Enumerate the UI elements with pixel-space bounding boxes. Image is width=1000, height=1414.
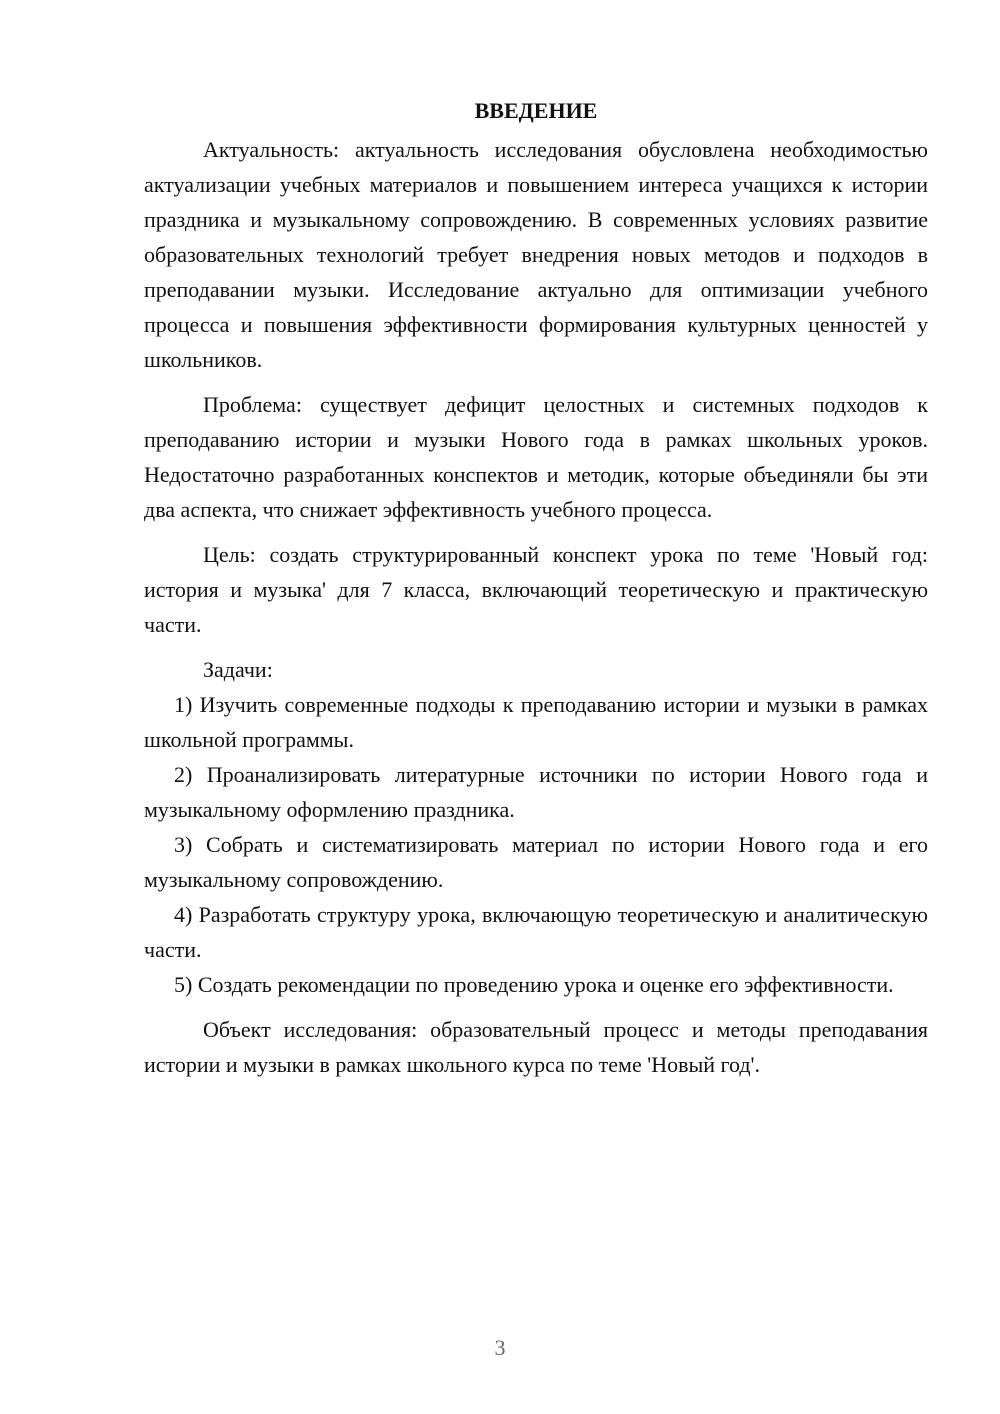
object-paragraph: Объект исследования: образовательный процесс и методы преподавания истории и музыки в рамках школьного курса по теме 'Новый год'. bbox=[144, 1017, 928, 1077]
task-item-3: 3) Собрать и систематизировать материал по истории Нового года и его музыкальному сопровождению. bbox=[144, 832, 928, 892]
tasks-label: Задачи: bbox=[203, 657, 273, 682]
section-heading: ВВЕДЕНИЕ bbox=[474, 98, 598, 123]
task-item-1: 1) Изучить современные подходы к преподаванию истории и музыки в рамках школьной программы. bbox=[144, 692, 928, 752]
goal-paragraph: Цель: создать структурированный конспект урока по теме 'Новый год: история и музыка' для 7 класса, включающий теоретическую и практическую части. bbox=[144, 542, 928, 637]
page-content bbox=[144, 93, 928, 1082]
relevance-paragraph: Актуальность: актуальность исследования обусловлена необходимостью актуализации учебных материалов и повышением интереса учащихся к истории праздника и музыкальному сопровождению. В современных условиях развитие образовательных технологий требует внедрения новых методов и подходов в преподавании музыки. Исследование актуально для оптимизации учебного процесса и повышения эффективности формирования культурных ценностей у школьников. bbox=[144, 137, 928, 372]
page-number: 3 bbox=[494, 1335, 506, 1360]
task-item-4: 4) Разработать структуру урока, включающую теоретическую и аналитическую части. bbox=[144, 902, 928, 962]
task-item-5: 5) Создать рекомендации по проведению урока и оценке его эффективности. bbox=[174, 972, 894, 997]
problem-paragraph: Проблема: существует дефицит целостных и системных подходов к преподаванию истории и музыки Нового года в рамках школьных уроков. Недостаточно разработанных конспектов и методик, которые объединяли бы эти два аспекта, что снижает эффективность учебного процесса. bbox=[144, 392, 928, 522]
task-item-2: 2) Проанализировать литературные источники по истории Нового года и музыкальному оформлению праздника. bbox=[144, 762, 928, 822]
